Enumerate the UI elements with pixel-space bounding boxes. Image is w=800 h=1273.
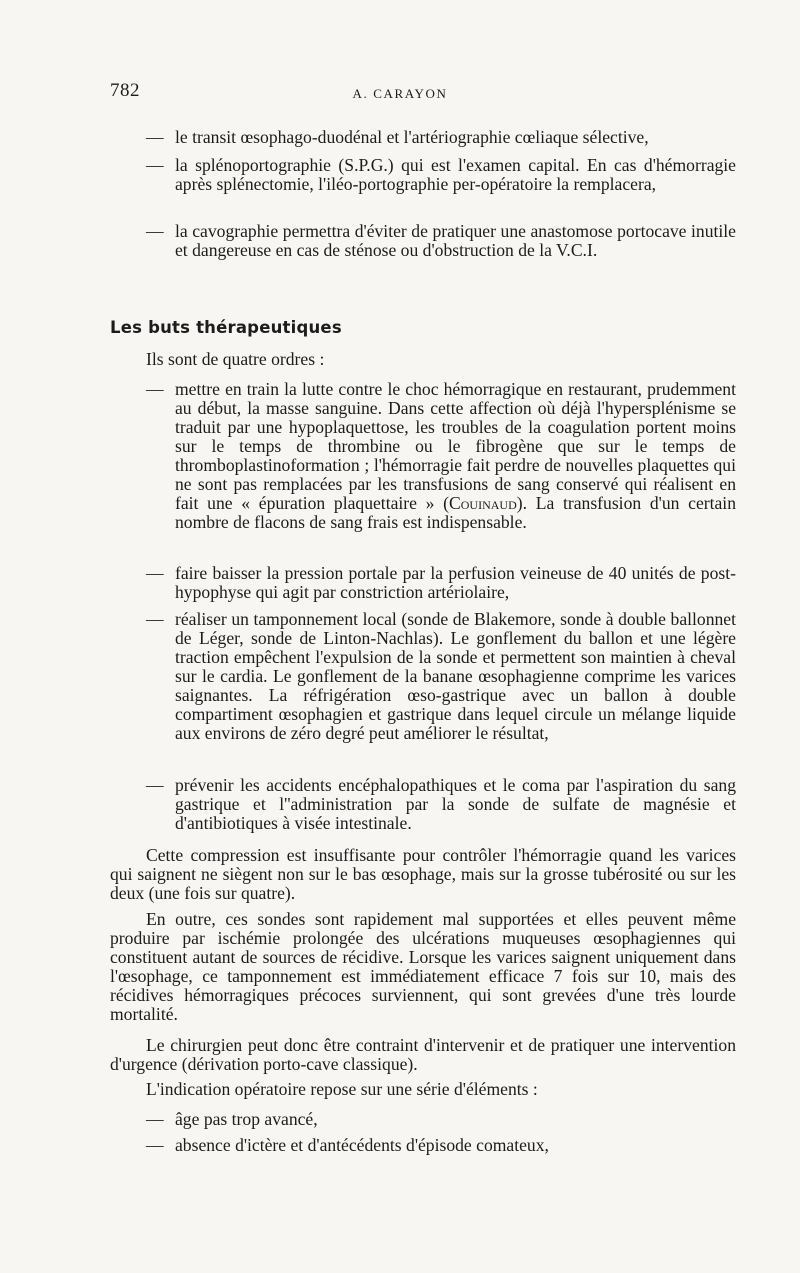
list-item xyxy=(146,610,736,743)
list-item-text-part: ). La transfusion d'un certain nombre de flacons de sang frais est indispensable. xyxy=(175,493,736,532)
dash-marker: — xyxy=(146,221,164,241)
section-intro: Ils sont de quatre ordres : xyxy=(146,349,325,369)
dash-marker: — xyxy=(146,563,164,583)
list-item xyxy=(146,1136,736,1155)
dash-marker: — xyxy=(146,379,164,399)
list-item xyxy=(146,128,736,147)
list-item xyxy=(146,156,736,194)
dash-marker: — xyxy=(146,1135,164,1155)
list-item-text: la cavographie permettra d'éviter de pratiquer une anastomose portocave inutile et dangereuse en cas de sténose ou d'obstruction de la V.C.I. xyxy=(175,221,736,260)
list-item-text: le transit œsophago-duodénal et l'artériographie cœliaque sélective, xyxy=(175,127,649,147)
list-item xyxy=(146,564,736,602)
running-head: A. CARAYON xyxy=(352,86,448,101)
list-item-text: faire baisser la pression portale par la perfusion veineuse de 40 unités de post-hypophyse qui agit par constriction artériolaire, xyxy=(175,563,736,602)
list-item-text: absence d'ictère et d'antécédents d'épisode comateux, xyxy=(175,1135,549,1155)
list-item xyxy=(146,380,736,532)
paragraph: Le chirurgien peut donc être contraint d'intervenir et de pratiquer une intervention d'urgence (dérivation porto-cave classique). xyxy=(110,1035,736,1074)
author-name: Couinaud xyxy=(449,493,517,513)
dash-marker: — xyxy=(146,155,164,175)
list-item-text: réaliser un tamponnement local (sonde de Blakemore, sonde à double ballonnet de Léger, sonde de Linton-Nachlas). Le gonflement du ballon et une légère traction empêchent l'expulsion de la sonde et permettent son maintien à cheval sur le cardia. Le gonflement de la banane œsophagienne comprime les varices saignantes. La réfrigération œso-gastrique avec un ballon à double compartiment œsophagien et gastrique dans lequel circule un mélange liquide aux environs de zéro degré peut améliorer le résultat, xyxy=(175,609,736,743)
list-item xyxy=(146,1110,736,1129)
dash-marker: — xyxy=(146,609,164,629)
paragraph: L'indication opératoire repose sur une série d'éléments : xyxy=(146,1079,538,1099)
list-item xyxy=(146,776,736,833)
list-item-text xyxy=(175,380,736,532)
list-item xyxy=(146,222,736,260)
list-item-text: âge pas trop avancé, xyxy=(175,1109,318,1129)
dash-marker: — xyxy=(146,127,164,147)
paragraph: Cette compression est insuffisante pour contrôler l'hémorragie quand les varices qui saignent ne siègent non sur le bas œsophage, mais sur la grosse tubérosité ou sur les deux (une fois sur quatre). xyxy=(110,845,736,903)
dash-marker: — xyxy=(146,1109,164,1129)
list-item-text: la splénoportographie (S.P.G.) qui est l'examen capital. En cas d'hémorragie après splénectomie, l'iléo-portographie per-opératoire la remplacera, xyxy=(175,155,736,194)
dash-marker: — xyxy=(146,775,164,795)
list-item-text-part: mettre en train la lutte contre le choc hémorragique en restaurant, prudemment au début, la masse sanguine. Dans cette affection où déjà l'hypersplénisme se traduit par une hypoplaquettose, les troubles de la coagulation portent moins sur le temps de thrombine ou le fibrogène que sur le temps de thromboplastinoformation ; l'hémorragie fait perdre de nouvelles plaquettes qui ne sont pas remplacées par les transfusions de sang conservé qui réalisent en fait une « épuration plaquettaire » ( xyxy=(175,379,736,513)
list-item-text: prévenir les accidents encéphalopathiques et le coma par l'aspiration du sang gastrique et l''administration par la sonde de sulfate de magnésie et d'antibiotiques à visée intestinale. xyxy=(175,775,736,833)
paragraph: En outre, ces sondes sont rapidement mal supportées et elles peuvent même produire par ischémie prolongée des ulcérations muqueuses œsophagiennes qui constituent autant de sources de récidive. Lorsque les varices saignent uniquement dans l'œsophage, ce tamponnement est immédiatement efficace 7 fois sur 10, mais des récidives hémorragiques précoces surviennent, qui sont grevées d'une très lourde mortalité. xyxy=(110,909,736,1024)
page-number: 782 xyxy=(110,80,140,101)
section-heading: Les buts thérapeutiques xyxy=(110,318,342,337)
